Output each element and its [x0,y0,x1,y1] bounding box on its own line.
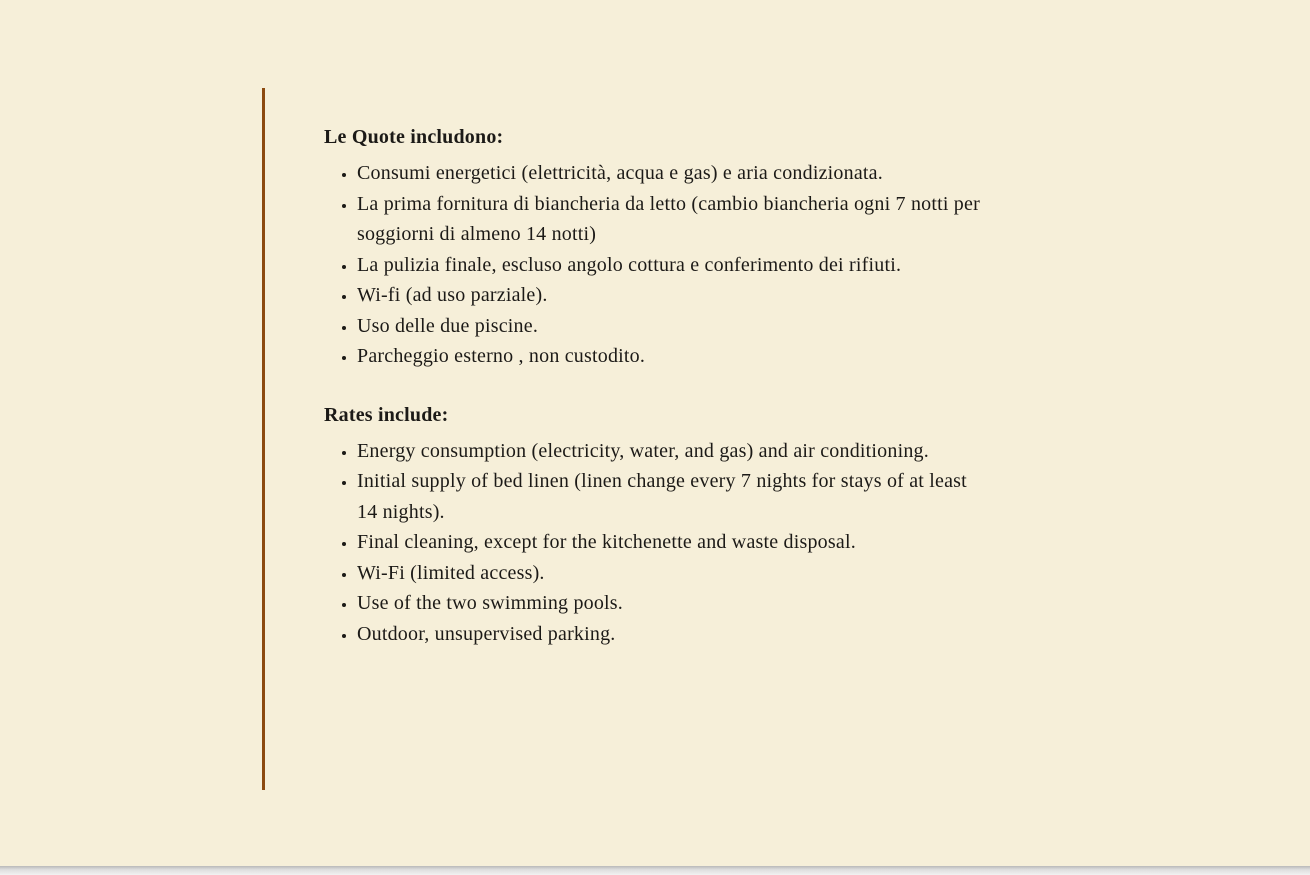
list-item: • Energy consumption (electricity, water, and gas) and air conditioning. [357,436,982,467]
bottom-edge-strip [0,866,1310,875]
list-item: • Wi-fi (ad uso parziale). [357,280,982,311]
section-heading-english: Rates include: [324,403,449,426]
section-heading-italian: Le Quote includono: [324,126,504,148]
list-item: • Parcheggio esterno , non custodito. [357,341,982,372]
rates-info-block [324,122,982,677]
bullet-list-italian [324,158,982,372]
list-item: • La prima fornitura di biancheria da letto (cambio biancheria ogni 7 notti per soggiorni di almeno 14 notti) [357,189,982,250]
bullet-list-english [324,436,982,650]
accent-vertical-line [262,88,265,790]
list-item: • Wi-Fi (limited access). [357,558,982,589]
list-item: • La pulizia finale, escluso angolo cottura e conferimento dei rifiuti. [357,250,982,281]
list-item: • Uso delle due piscine. [357,311,982,342]
list-item: • Outdoor, unsupervised parking. [357,619,982,650]
list-item: • Consumi energetici (elettricità, acqua e gas) e aria condizionata. [357,158,982,189]
list-item: • Initial supply of bed linen (linen change every 7 nights for stays of at least 14 nights). [357,466,982,527]
list-item: • Final cleaning, except for the kitchenette and waste disposal. [357,527,982,558]
list-item: • Use of the two swimming pools. [357,588,982,619]
